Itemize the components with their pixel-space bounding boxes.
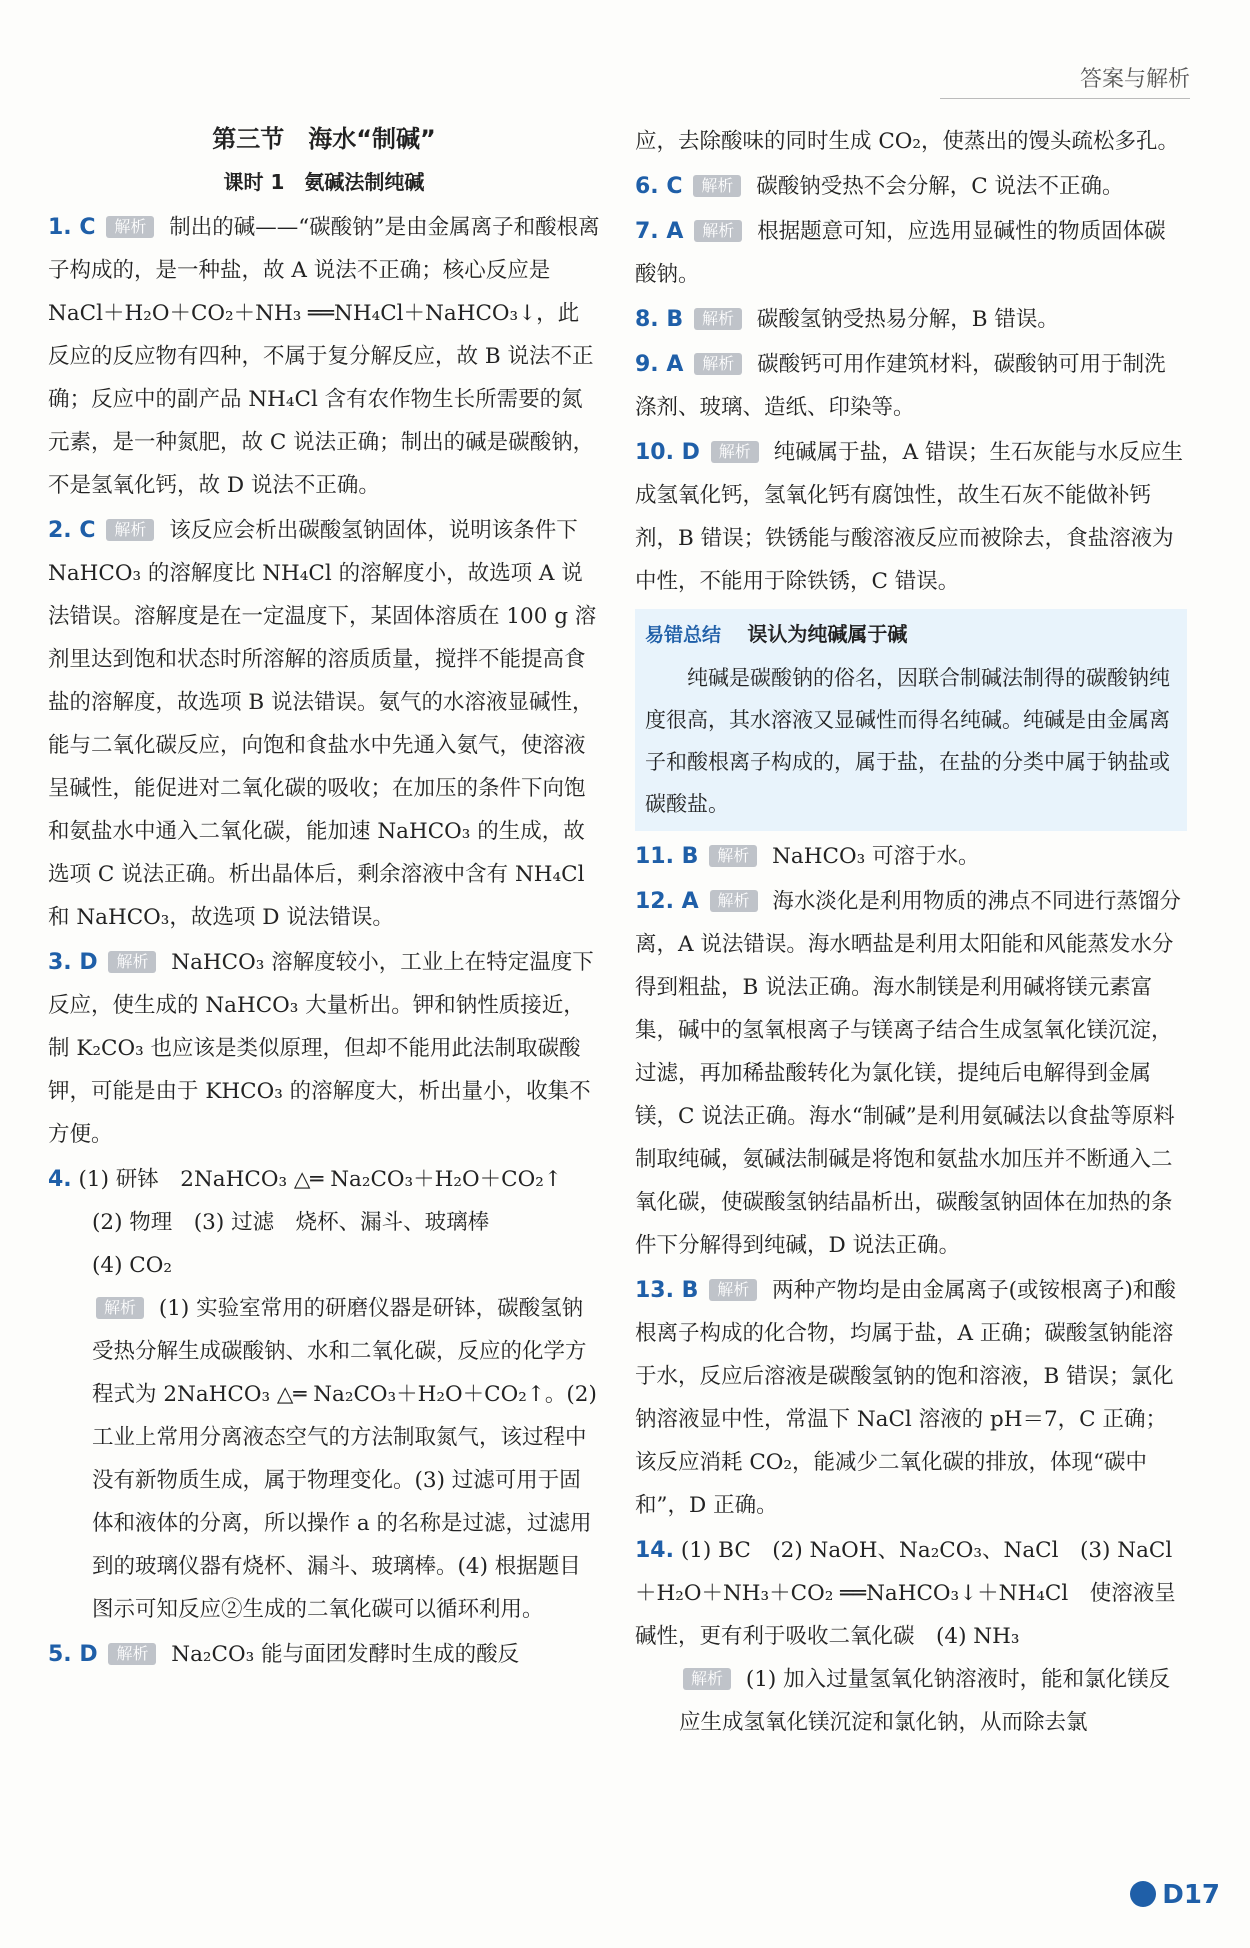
answer-item xyxy=(635,210,1187,296)
answer-text: 根据题意可知，应选用显碱性的物质固体碳酸钠。 xyxy=(635,219,1166,287)
answer-line: (4) CO₂ xyxy=(92,1253,172,1278)
answer-number: 3. D xyxy=(48,950,98,975)
answer-item xyxy=(48,509,600,939)
answer-text: 两种产物均是由金属离子(或铵根离子)和酸根离子构成的化合物，均属于盐，A 正确；碳酸氢钠能溶于水，反应后溶液是碳酸氢钠的饱和溶液，B 错误；氯化钠溶液显中性，常温下 NaCl 溶液的 pH＝7，C 正确；该反应消耗 CO₂，能减少二氧化碳的排放，体现“碳中和”，D 正确。 xyxy=(635,1278,1176,1518)
error-summary-label: 易错总结 xyxy=(645,624,722,646)
answer-text: Na₂CO₃ 能与面团发酵时生成的酸反 xyxy=(171,1642,520,1667)
answer-number: 7. A xyxy=(635,219,684,244)
header-title: 答案与解析 xyxy=(1079,67,1190,92)
analysis-badge: 解析 xyxy=(694,353,742,375)
error-summary-title: 误认为纯碱属于碱 xyxy=(747,622,908,646)
analysis-badge: 解析 xyxy=(96,1297,144,1319)
answer-text: 该反应会析出碳酸氢钠固体，说明该条件下 NaHCO₃ 的溶解度比 NH₄Cl 的溶解度小，故选项 A 说法错误。溶解度是在一定温度下，某固体溶质在 100 g 溶剂里达到饱和状态时所溶解的溶质质量，搅拌不能提高食盐的溶解度，故选项 B 说法错误。氨气的水溶液显碱性，能与二氧化碳反应，向饱和食盐水中先通入氨气，使溶液呈碱性，能促进对二氧化碳的吸收；在加压的条件下向饱和氨盐水中通入二氧化碳，能加速 NaHCO₃ 的生成，故选项 C 说法正确。析出晶体后，剩余溶液中含有 NH₄Cl 和 NaHCO₃，故选项 D 说法错误。 xyxy=(48,518,597,930)
answer-number: 4. xyxy=(48,1167,72,1192)
answer-text: 碳酸钙可用作建筑材料，碳酸钠可用于制洗涤剂、玻璃、造纸、印染等。 xyxy=(635,352,1166,420)
answer-text: 海水淡化是利用物质的沸点不同进行蒸馏分离，A 说法错误。海水晒盐是利用太阳能和风能蒸发水分得到粗盐，B 说法正确。海水制镁是利用碱将镁元素富集，碱中的氢氧根离子与镁离子结合生成氢氧化镁沉淀，过滤，再加稀盐酸转化为氯化镁，提纯后电解得到金属镁，C 说法正确。海水“制碱”是利用氨碱法以食盐等原料制取纯碱，氨碱法制碱是将饱和氨盐水加压并不断通入二氧化碳，使碳酸氢钠结晶析出，碳酸氢钠固体在加热的条件下分解得到纯碱，D 说法正确。 xyxy=(635,889,1181,1258)
answer-text: NaHCO₃ 可溶于水。 xyxy=(772,844,980,869)
answer-line: (2) 物理 (3) 过滤 烧杯、漏斗、玻璃棒 xyxy=(92,1210,490,1235)
analysis-badge: 解析 xyxy=(710,890,758,912)
lesson-title: 课时 1 氨碱法制纯碱 xyxy=(223,170,425,194)
answer-text: (1) BC (2) NaOH、Na₂CO₃、NaCl (3) NaCl＋H₂O＋NH₃＋CO₂ ══NaHCO₃↓＋NH₄Cl 使溶液呈碱性，更有利于吸收二氧化碳 (4) NH₃ xyxy=(635,1538,1176,1649)
page-number-text: D17 xyxy=(1162,1880,1220,1910)
answer-text: 制出的碱——“碳酸钠”是由金属离子和酸根离子构成的，是一种盐，故 A 说法不正确；核心反应是 NaCl＋H₂O＋CO₂＋NH₃ ══NH₄Cl＋NaHCO₃↓，此反应的反应物有四种，不属于复分解反应，故 B 说法不正确；反应中的副产品 NH₄Cl 含有农作物生长所需要的氮元素，是一种氮肥，故 C 说法正确；制出的碱是碳酸钠，不是氢氧化钙，故 D 说法不正确。 xyxy=(48,215,600,498)
answer-item xyxy=(48,1633,600,1676)
page-marker-icon xyxy=(1130,1881,1156,1907)
answer-number: 2. C xyxy=(48,518,96,543)
error-summary-body: 纯碱是碳酸钠的俗名，因联合制碱法制得的碳酸钠纯度很高，其水溶液又显碱性而得名纯碱。纯碱是由金属离子和酸根离子构成的，属于盐，在盐的分类中属于钠盐或碳酸盐。 xyxy=(645,666,1170,816)
answer-text: 碳酸氢钠受热易分解，B 错误。 xyxy=(756,307,1059,332)
analysis-badge: 解析 xyxy=(711,441,759,463)
answer-item xyxy=(635,1529,1187,1744)
answer-text: (1) 加入过量氢氧化钠溶液时，能和氯化镁反应生成氢氧化镁沉淀和氯化钠，从而除去氯 xyxy=(679,1667,1171,1735)
answer-text: (1) 实验室常用的研磨仪器是研钵，碳酸氢钠受热分解生成碳酸钠、水和二氧化碳，反应的化学方程式为 2NaHCO₃ △═ Na₂CO₃＋H₂O＋CO₂↑。(2) 工业上常用分离液态空气的方法制取氮气，该过程中没有新物质生成，属于物理变化。(3) 过滤可用于固体和液体的分离，所以操作 a 的名称是过滤，过滤用到的玻璃仪器有烧杯、漏斗、玻璃棒。(4) 根据题目图示可知反应②生成的二氧化碳可以循环利用。 xyxy=(92,1296,597,1622)
answer-text: (1) 研钵 2NaHCO₃ △═ Na₂CO₃＋H₂O＋CO₂↑ xyxy=(78,1167,562,1192)
analysis-badge: 解析 xyxy=(709,1279,757,1301)
analysis-badge: 解析 xyxy=(106,216,154,238)
answer-item xyxy=(635,1269,1187,1527)
answer-text: 碳酸钠受热不会分解，C 说法不正确。 xyxy=(756,174,1124,199)
right-column xyxy=(635,118,1187,1744)
answer-number: 11. B xyxy=(635,844,699,869)
analysis-badge: 解析 xyxy=(694,220,742,242)
left-column xyxy=(48,118,600,1676)
answer-item xyxy=(635,431,1187,603)
analysis-badge: 解析 xyxy=(694,308,742,330)
analysis-badge: 解析 xyxy=(683,1668,731,1690)
answer-number: 12. A xyxy=(635,889,699,914)
answer-item xyxy=(48,941,600,1156)
answer-item xyxy=(635,165,1187,208)
answer-number: 14. xyxy=(635,1538,674,1563)
answer-number: 13. B xyxy=(635,1278,699,1303)
answer-item xyxy=(635,298,1187,341)
header-divider xyxy=(940,98,1190,99)
analysis-badge: 解析 xyxy=(108,951,156,973)
section-title: 第三节 海水“制碱” xyxy=(212,125,436,153)
page-number xyxy=(1130,1880,1220,1910)
error-summary-box xyxy=(635,609,1187,831)
answer-item xyxy=(48,1158,600,1631)
answer-item xyxy=(635,835,1187,878)
analysis-badge: 解析 xyxy=(693,175,741,197)
answer-continuation: 应，去除酸味的同时生成 CO₂，使蒸出的馒头疏松多孔。 xyxy=(635,129,1180,154)
answer-number: 5. D xyxy=(48,1642,98,1667)
analysis-badge: 解析 xyxy=(108,1643,156,1665)
analysis-badge: 解析 xyxy=(106,519,154,541)
answer-number: 1. C xyxy=(48,215,96,240)
answer-number: 9. A xyxy=(635,352,684,377)
answer-number: 6. C xyxy=(635,174,683,199)
analysis-badge: 解析 xyxy=(709,845,757,867)
answer-number: 8. B xyxy=(635,307,684,332)
answer-number: 10. D xyxy=(635,440,700,465)
answer-text: 纯碱属于盐，A 错误；生石灰能与水反应生成氢氧化钙，氢氧化钙有腐蚀性，故生石灰不能做补钙剂，B 错误；铁锈能与酸溶液反应而被除去，食盐溶液为中性，不能用于除铁锈，C 错误。 xyxy=(635,440,1183,594)
answer-item xyxy=(635,880,1187,1267)
answer-item xyxy=(48,206,600,507)
answer-item xyxy=(635,343,1187,429)
answer-text: NaHCO₃ 溶解度较小，工业上在特定温度下反应，使生成的 NaHCO₃ 大量析出。钾和钠性质接近，制 K₂CO₃ 也应该是类似原理，但却不能用此法制取碳酸钾，可能是由于 KHCO₃ 的溶解度大，析出量小，收集不方便。 xyxy=(48,950,594,1147)
